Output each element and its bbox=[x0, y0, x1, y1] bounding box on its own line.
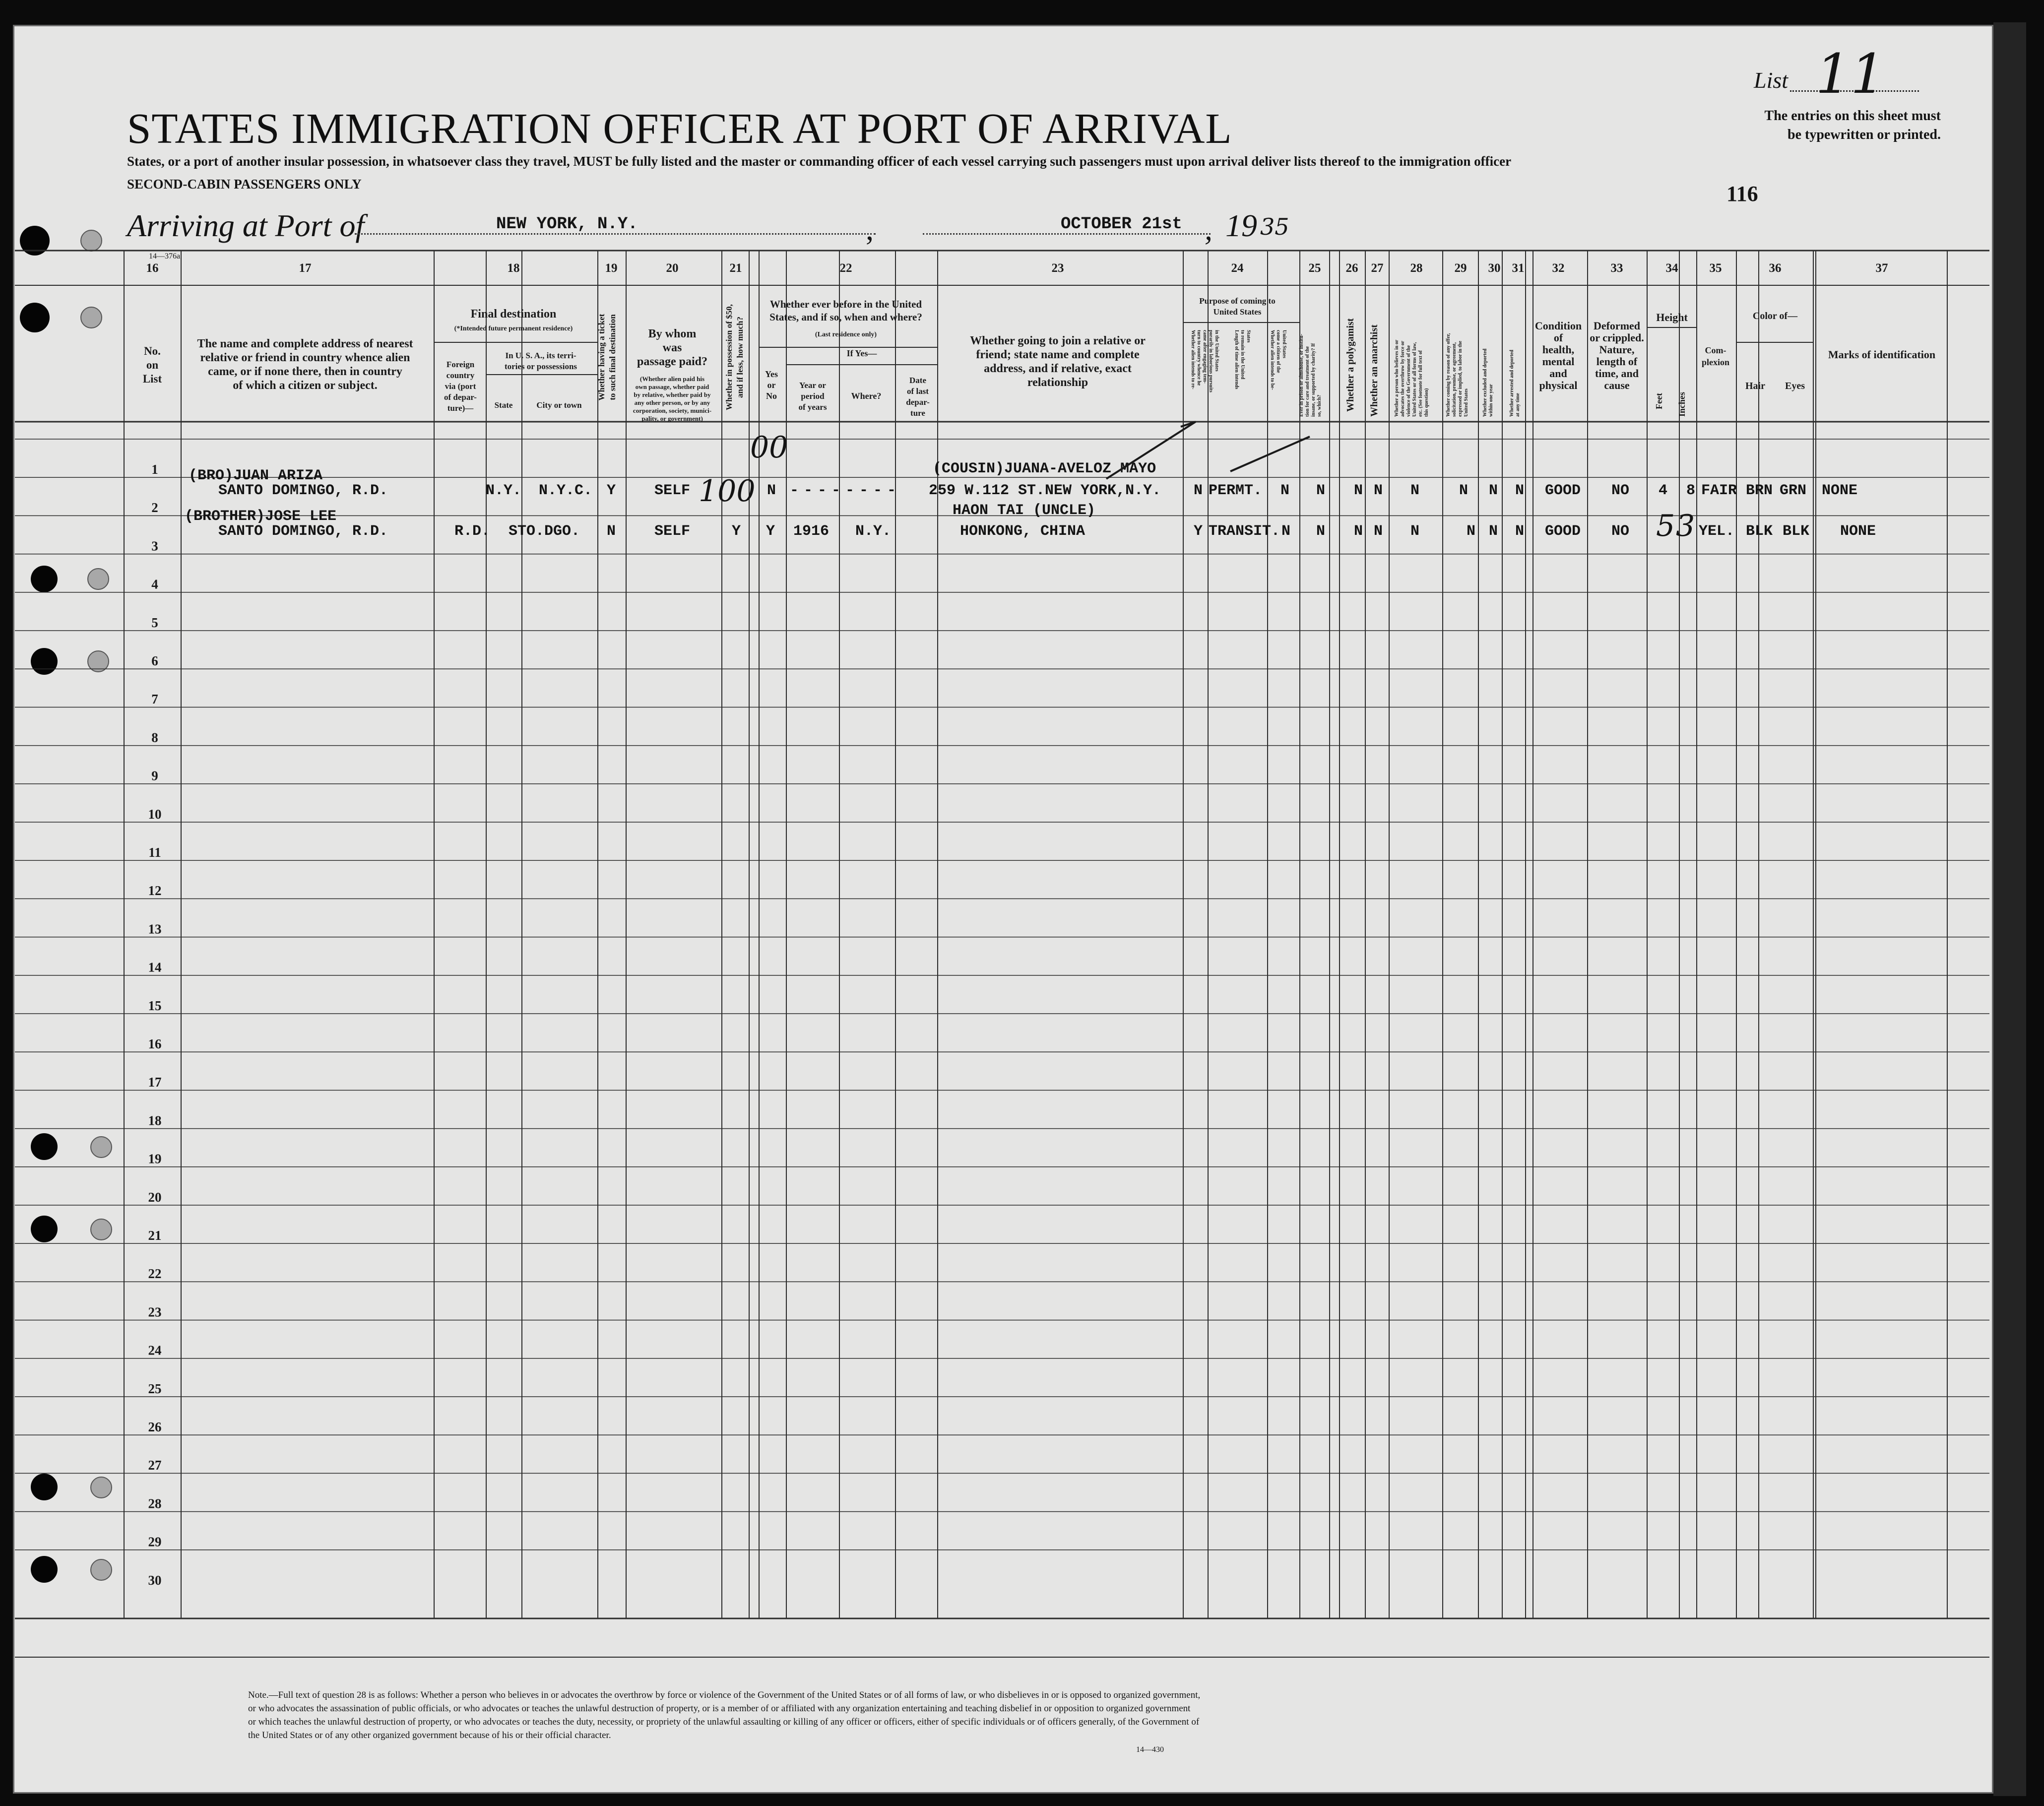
col-paid-by-note-6: pality, or government) bbox=[641, 415, 703, 422]
column-number: 30 bbox=[1488, 261, 1501, 275]
row2-c27: N bbox=[1373, 523, 1383, 540]
col-deformed-1: Deformed bbox=[1593, 320, 1641, 332]
col-possession-50-1: Whether in possession of $50, bbox=[724, 304, 734, 410]
row-number: 21 bbox=[148, 1228, 162, 1243]
comma: , bbox=[866, 211, 874, 247]
col-where: Where? bbox=[851, 391, 882, 401]
column-number: 22 bbox=[839, 261, 852, 275]
col-date-departure-1: Date bbox=[909, 376, 926, 385]
col-purpose-c-1: Whether alien intends to be- bbox=[1270, 330, 1275, 390]
row-number: 19 bbox=[148, 1151, 162, 1166]
column-number: 18 bbox=[507, 261, 520, 275]
col-inches: Inches bbox=[1677, 391, 1687, 417]
col-29-4: United States bbox=[1464, 388, 1469, 417]
row2-year-period: 1916 bbox=[793, 523, 830, 540]
row2-c28: N bbox=[1410, 523, 1420, 540]
col-condition-4: mental bbox=[1542, 355, 1575, 368]
row1-year-period: -------- bbox=[790, 482, 901, 499]
row1-ever-before: N bbox=[766, 482, 776, 499]
row1-purpose-a: N bbox=[1193, 482, 1203, 499]
row-number: 4 bbox=[151, 577, 158, 592]
col-date-departure-4: ture bbox=[910, 408, 925, 418]
row-number: 9 bbox=[151, 768, 158, 783]
column-number: 19 bbox=[605, 261, 618, 275]
col-anarchist: Whether an anarchist bbox=[1369, 324, 1380, 417]
col-purpose-a-4: porarily in laborious pursuits bbox=[1208, 330, 1214, 392]
row-number: 10 bbox=[148, 806, 162, 822]
row1-ticket: Y bbox=[606, 482, 616, 499]
col-height: Height bbox=[1656, 311, 1688, 323]
row2-complexion: YEL. bbox=[1698, 523, 1735, 540]
column-number: 36 bbox=[1769, 261, 1782, 275]
row-number: 26 bbox=[148, 1419, 162, 1434]
row-number: 2 bbox=[151, 500, 158, 516]
col-paid-by-2: was bbox=[662, 341, 682, 354]
col-joining-1: Whether going to join a relative or bbox=[970, 334, 1146, 347]
row1-c28: N bbox=[1410, 482, 1420, 499]
row-number: 28 bbox=[148, 1496, 162, 1511]
year-prefix: 19 bbox=[1225, 208, 1257, 243]
col-paid-by-note-4: any other person, or by any bbox=[634, 399, 710, 406]
col-year-period-1: Year or bbox=[799, 381, 826, 390]
row-number: 16 bbox=[148, 1036, 162, 1051]
row1-c29: N bbox=[1459, 482, 1469, 499]
col-28-2: advocates the overthrow by force or bbox=[1400, 340, 1405, 417]
row-number: 3 bbox=[151, 538, 158, 554]
col-purpose-2: United States bbox=[1213, 307, 1262, 317]
col-31-1: Whether arrested and deported bbox=[1509, 350, 1515, 417]
col-polygamist: Whether a polygamist bbox=[1345, 318, 1356, 412]
row-number: 24 bbox=[148, 1343, 162, 1358]
row1-health: GOOD bbox=[1544, 482, 1581, 499]
arrival-date: OCTOBER 21st bbox=[1061, 215, 1182, 234]
row-number: 25 bbox=[148, 1381, 162, 1396]
row1-joining-2: 259 W.112 ST.NEW YORK,N.Y. bbox=[929, 482, 1161, 499]
row-number: 11 bbox=[148, 845, 161, 860]
row1-deformed: NO bbox=[1611, 482, 1630, 499]
row1-marks: NONE bbox=[1821, 482, 1858, 499]
col-25-3: insane, or supported by charity? If bbox=[1311, 343, 1316, 417]
row2-where: N.Y. bbox=[855, 523, 892, 540]
col-possession-50-2: and if less, how much? bbox=[735, 317, 745, 398]
row2-deformed: NO bbox=[1611, 523, 1630, 540]
col-no-on-list-line1: No. bbox=[144, 345, 161, 357]
row-number: 7 bbox=[151, 692, 158, 707]
row-number: 1 bbox=[151, 462, 158, 477]
col-ever-before-1: Whether ever before in the United bbox=[769, 298, 922, 310]
col-joining-4: relationship bbox=[1027, 376, 1088, 389]
col-ticket-2: to such final destination bbox=[608, 314, 617, 400]
col-purpose-b-2: to remain in the United bbox=[1240, 330, 1245, 380]
row1-inches: 8 bbox=[1686, 482, 1696, 499]
row1-feet: 4 bbox=[1658, 482, 1668, 499]
handwritten-stroke bbox=[1230, 437, 1310, 471]
form-number: 14—430 bbox=[1136, 1745, 1164, 1754]
row2-relative-1: (BROTHER)JOSE LEE bbox=[185, 508, 337, 525]
page-stamp-number: 116 bbox=[1726, 182, 1758, 206]
col-28-1: Whether a person who believes in or bbox=[1394, 339, 1400, 417]
column-number: 17 bbox=[299, 261, 312, 275]
col-purpose-c-2: come a citizen of the bbox=[1276, 330, 1281, 373]
col-in-usa-1: In U. S. A., its terri- bbox=[505, 351, 576, 360]
col-paid-by-note-3: by relative, whether paid by bbox=[634, 391, 711, 398]
row2-ever-before: Y bbox=[766, 523, 775, 540]
column-number: 26 bbox=[1345, 261, 1358, 275]
col-purpose-c-3: United States bbox=[1281, 330, 1287, 358]
row-number: 27 bbox=[148, 1458, 162, 1473]
row2-c30: N bbox=[1488, 523, 1498, 540]
col-paid-by-note-5: corporation, society, munici- bbox=[633, 407, 712, 414]
col-condition-2: of bbox=[1553, 331, 1563, 344]
col-relative-line3: came, or if none there, then in country bbox=[208, 365, 402, 378]
row-number: 29 bbox=[148, 1534, 162, 1549]
col-yes-or-no-1: Yes bbox=[765, 369, 778, 379]
row-number: 8 bbox=[151, 730, 158, 745]
row1-c30: N bbox=[1488, 482, 1498, 499]
col-year-period-2: period bbox=[801, 391, 825, 401]
col-purpose-1: Purpose of coming to bbox=[1199, 296, 1276, 306]
row-number: 5 bbox=[151, 615, 158, 630]
col-purpose-a-1: Whether alien intends to re- bbox=[1190, 330, 1196, 389]
col-deformed-2: or crippled. bbox=[1590, 331, 1644, 344]
row2-purpose-c: N bbox=[1281, 523, 1291, 540]
col-feet: Feet bbox=[1654, 393, 1664, 409]
row2-purpose-b: TRANSIT. bbox=[1209, 523, 1280, 540]
column-number: 31 bbox=[1512, 261, 1525, 275]
row2-joining-2: HONKONG, CHINA bbox=[960, 523, 1086, 540]
column-number: 35 bbox=[1709, 261, 1722, 275]
header-instruction: States, or a port of another insular possession, in whatsoever class they travel, MUST be fully listed and the master or commanding officer of each vessel carrying such passengers must upon arrival deliver lists thereof to the immigration officer bbox=[127, 154, 1512, 169]
year-suffix: 35 bbox=[1260, 213, 1289, 240]
col-in-usa-2: tories or possessions bbox=[504, 362, 577, 371]
list-label: List bbox=[1754, 67, 1788, 93]
col-joining-2: friend; state name and complete bbox=[976, 348, 1140, 361]
footnote: Note.—Full text of question 28 is as follows: Whether a person who believes in or advocates the overthrow by force or violence of the Government of the United States or of all forms of law, or who disbelieves in or is opposed to organized government, or who advocates the assassination of public officials, or who advocates or teaches the unlawful destruction of property, or is a member of or affiliated with any organization entertaining and teaching disbelief in or opposition to organized government or which teaches the unlawful destruction of property, or who advocates or teaches the duty, necessity, or propriety of the unlawful assaulting or killing of any officer or officers, either of specific individuals or of officers generally, of the Government of the United States or of any other organized government because of his or their official character. bbox=[248, 1690, 1201, 1741]
row1-c31: N bbox=[1515, 482, 1525, 499]
row-number: 22 bbox=[148, 1266, 162, 1282]
col-joining-3: address, and if relative, exact bbox=[984, 362, 1132, 375]
row2-city: STO.DGO. bbox=[508, 523, 580, 540]
col-last-residence: (Last residence only) bbox=[815, 331, 877, 338]
port-of-arrival: NEW YORK, N.Y. bbox=[496, 215, 638, 234]
col-29-3: expressed or implied, to labor in the bbox=[1458, 340, 1463, 417]
col-city-or-town: City or town bbox=[536, 400, 582, 410]
column-number: 20 bbox=[666, 261, 679, 275]
col-if-yes: If Yes— bbox=[846, 348, 877, 358]
row1-relative-2: SANTO DOMINGO, R.D. bbox=[218, 482, 388, 499]
row1-purpose-b: PERMT. bbox=[1209, 482, 1263, 499]
row1-c25: N bbox=[1316, 482, 1326, 499]
row1-state: N.Y. bbox=[485, 482, 522, 499]
row1-joining-1: (COUSIN)JUANA-AVELOZ MAYO bbox=[933, 460, 1156, 477]
col-purpose-b-1: Length of time alien intends bbox=[1234, 330, 1239, 389]
row-number: 18 bbox=[148, 1113, 162, 1128]
row1-relative-1: (BRO)JUAN ARIZA bbox=[189, 467, 323, 484]
col-relative-line1: The name and complete address of nearest bbox=[197, 337, 413, 350]
col-paid-by-1: By whom bbox=[648, 327, 697, 340]
row-number: 12 bbox=[148, 883, 162, 899]
row2-ticket: N bbox=[606, 523, 616, 540]
col-ever-before-2: States, and if so, when and where? bbox=[769, 311, 922, 323]
col-complexion-1: Com- bbox=[1705, 345, 1726, 355]
col-purpose-b-3: States bbox=[1246, 330, 1251, 343]
col-foreign-country-2: country bbox=[446, 371, 475, 380]
row1-paid-by: SELF bbox=[654, 482, 691, 499]
row-number: 30 bbox=[148, 1572, 162, 1588]
row2-c26: N bbox=[1353, 523, 1363, 540]
row1-city: N.Y.C. bbox=[538, 482, 593, 499]
entries-note-line1: The entries on this sheet must bbox=[1764, 108, 1941, 124]
col-date-departure-2: of last bbox=[907, 387, 929, 396]
col-relative-line4: of which a citizen or subject. bbox=[233, 379, 378, 392]
row2-relative-2: SANTO DOMINGO, R.D. bbox=[218, 523, 388, 540]
col-year-period-3: of years bbox=[798, 402, 827, 412]
column-number: 33 bbox=[1610, 261, 1623, 275]
col-25-1: Ever in prison or almshouse, or institu- bbox=[1299, 334, 1304, 417]
row-number: 15 bbox=[148, 998, 162, 1013]
col-foreign-country-4: of depar- bbox=[444, 392, 477, 402]
col-ticket-1: Whether having a ticket bbox=[597, 314, 606, 401]
col-final-destination-note: (*Intended future permanent residence) bbox=[454, 325, 573, 332]
col-28-6: this question) bbox=[1424, 388, 1429, 417]
passenger-class: SECOND-CABIN PASSENGERS ONLY bbox=[127, 177, 362, 192]
col-state: State bbox=[494, 400, 513, 410]
row1-complexion: FAIR bbox=[1701, 482, 1737, 499]
row1-purpose-c: N bbox=[1280, 482, 1290, 499]
col-28-4: United States or of all forms of law, bbox=[1412, 342, 1417, 417]
column-number: 21 bbox=[729, 261, 742, 275]
row1-c26: N bbox=[1353, 482, 1363, 499]
row2-purpose-a: Y bbox=[1193, 523, 1203, 540]
column-number: 24 bbox=[1231, 261, 1244, 275]
col-date-departure-3: depar- bbox=[906, 397, 930, 407]
row1-money-cents: 00 bbox=[750, 430, 788, 465]
col-31-2: at any time bbox=[1515, 393, 1521, 417]
row2-c31: N bbox=[1515, 523, 1525, 540]
col-condition-6: physical bbox=[1539, 379, 1578, 391]
col-no-on-list-line3: List bbox=[142, 373, 162, 385]
column-number: 37 bbox=[1875, 261, 1888, 275]
column-number: 32 bbox=[1552, 261, 1565, 275]
col-paid-by-3: passage paid? bbox=[637, 355, 708, 368]
row1-c27: N bbox=[1373, 482, 1383, 499]
col-purpose-a-2: turn to country whence he bbox=[1196, 330, 1202, 386]
column-number: 23 bbox=[1051, 261, 1064, 275]
col-25-2: tion for care and treatment of the bbox=[1305, 346, 1310, 417]
col-foreign-country-5: ture)— bbox=[447, 403, 474, 413]
row1-money: 100 bbox=[699, 474, 756, 509]
row2-money: Y bbox=[731, 523, 741, 540]
col-condition-1: Condition bbox=[1534, 320, 1582, 332]
row2-health: GOOD bbox=[1544, 523, 1581, 540]
row2-eyes: BLK bbox=[1782, 523, 1810, 540]
col-final-destination: Final destination bbox=[470, 308, 557, 321]
col-yes-or-no-3: No bbox=[766, 391, 777, 401]
form-code-tiny: 14—376a bbox=[149, 252, 181, 260]
col-relative-line2: relative or friend in country whence alien bbox=[200, 351, 410, 364]
row1-eyes: GRN bbox=[1779, 482, 1807, 499]
row2-feet: 5 bbox=[1656, 509, 1675, 543]
row2-state: R.D. bbox=[454, 523, 491, 540]
col-deformed-4: length of bbox=[1596, 355, 1638, 368]
col-29-1: Whether coming by reason of any offer, bbox=[1446, 333, 1451, 417]
col-deformed-5: time, and bbox=[1595, 367, 1639, 380]
col-purpose-a-5: in the United States bbox=[1214, 330, 1219, 372]
list-number: 11 bbox=[1816, 42, 1885, 106]
entries-note-line2: be typewritten or printed. bbox=[1788, 127, 1941, 142]
col-no-on-list-line2: on bbox=[146, 359, 159, 371]
col-marks: Marks of identification bbox=[1828, 348, 1936, 361]
column-number: 16 bbox=[146, 261, 159, 275]
col-28-3: violence of the Government of the bbox=[1406, 345, 1411, 417]
row2-inches: 3 bbox=[1676, 509, 1695, 543]
row2-c25: N bbox=[1316, 523, 1326, 540]
col-condition-3: health, bbox=[1542, 343, 1575, 356]
column-number: 27 bbox=[1371, 261, 1384, 275]
column-number: 25 bbox=[1308, 261, 1321, 275]
column-number: 28 bbox=[1410, 261, 1423, 275]
row1-hair: BRN bbox=[1745, 482, 1773, 499]
column-number: 34 bbox=[1665, 261, 1678, 275]
col-28-5: etc. (See footnote for full text of bbox=[1418, 350, 1423, 417]
col-25-4: so, which? bbox=[1317, 394, 1322, 417]
col-foreign-country-3: via (port bbox=[445, 382, 476, 391]
row-number: 23 bbox=[148, 1304, 162, 1320]
page-title: STATES IMMIGRATION OFFICER AT PORT OF ARRIVAL bbox=[127, 104, 1232, 152]
comma: , bbox=[1205, 211, 1213, 247]
col-30-2: within one year bbox=[1488, 384, 1494, 417]
row-number: 17 bbox=[148, 1075, 162, 1090]
row2-paid-by: SELF bbox=[654, 523, 691, 540]
col-paid-by-note-1: (Whether alien paid his bbox=[639, 375, 705, 383]
col-paid-by-note-2: own passage, whether paid bbox=[635, 383, 709, 390]
arriving-label: Arriving at Port of bbox=[127, 208, 365, 243]
row2-joining-1: HAON TAI (UNCLE) bbox=[953, 502, 1096, 519]
col-complexion-2: plexion bbox=[1701, 357, 1730, 367]
col-eyes: Eyes bbox=[1785, 381, 1805, 391]
row2-marks: NONE bbox=[1840, 523, 1876, 540]
row-number: 13 bbox=[148, 921, 162, 937]
row2-hair: BLK bbox=[1745, 523, 1773, 540]
col-deformed-3: Nature, bbox=[1599, 343, 1635, 356]
row2-c29: N bbox=[1466, 523, 1476, 540]
col-30-1: Whether excluded and deported bbox=[1482, 348, 1488, 417]
col-hair: Hair bbox=[1745, 381, 1765, 391]
col-yes-or-no-2: or bbox=[767, 380, 776, 390]
col-deformed-6: cause bbox=[1604, 379, 1630, 391]
col-foreign-country-1: Foreign bbox=[446, 360, 475, 369]
row-number: 20 bbox=[148, 1189, 162, 1205]
col-purpose-a-3: came after engaging tem- bbox=[1202, 330, 1208, 384]
col-color-of: Color of— bbox=[1752, 311, 1798, 322]
row-number: 14 bbox=[148, 960, 162, 975]
col-29-2: solicitation, promise, or agreement, bbox=[1452, 342, 1457, 417]
column-number: 29 bbox=[1454, 261, 1467, 275]
col-condition-5: and bbox=[1549, 367, 1567, 380]
row-number: 6 bbox=[151, 653, 158, 668]
